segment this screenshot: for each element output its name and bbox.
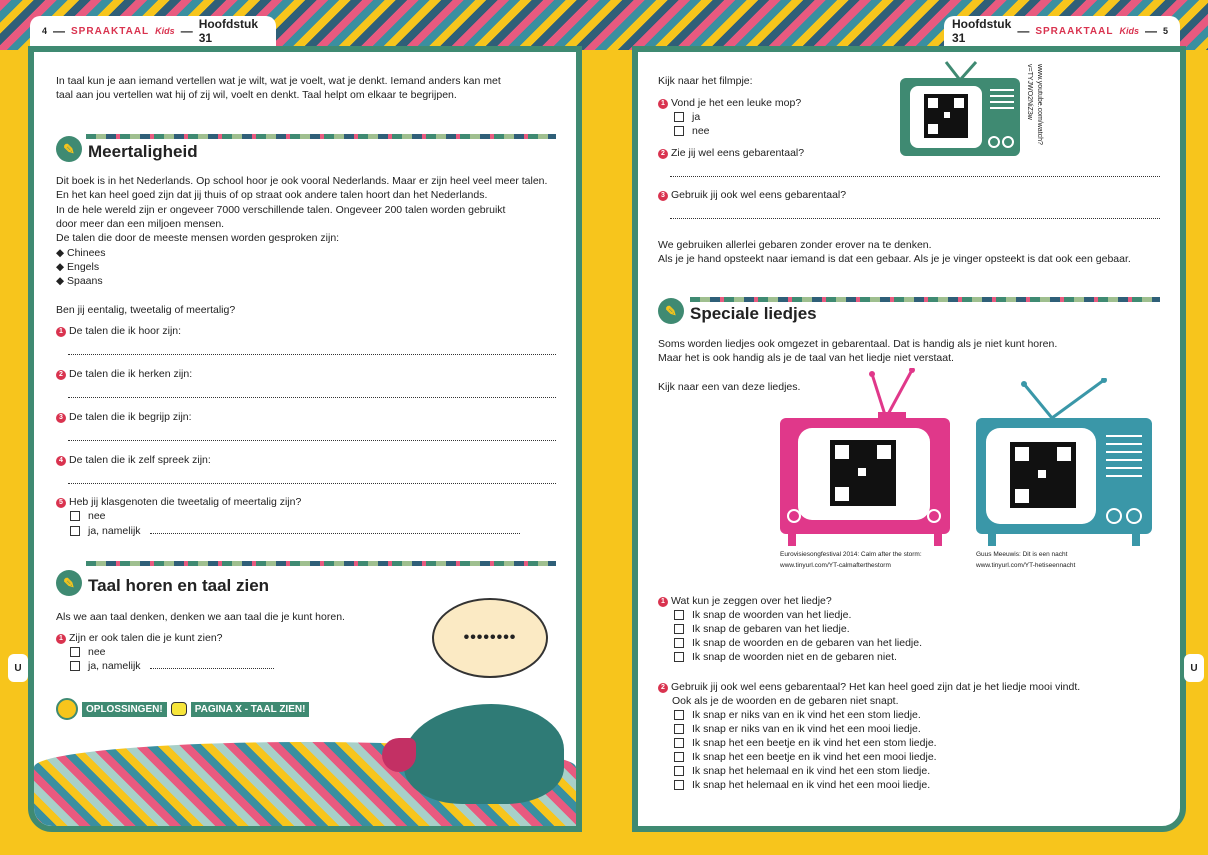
caption-title: Guus Meeuwis: Dit is een nacht — [976, 551, 1068, 558]
side-tab-right[interactable]: U — [1184, 654, 1204, 682]
solutions-label: OPLOSSINGEN! — [82, 702, 167, 717]
question-item: 1 De talen die ik hoor zijn: — [56, 324, 181, 338]
paragraph: En het kan heel goed zijn dat jij thuis of op straat ook andere talen hoort dan het Nederlands. — [56, 189, 488, 201]
checkbox-option[interactable]: Ik snap het helemaal en ik vind het een mooi liedje. — [674, 779, 930, 791]
paragraph: De talen die door de meeste mensen worden gesproken zijn: — [56, 232, 340, 244]
caption-title: Eurovisiesongfestival 2014: Calm after the storm: — [780, 551, 922, 558]
instruction: Kijk naar het filmpje: — [658, 75, 753, 87]
checkbox-option[interactable]: Ik snap de woorden niet en de gebaren niet. — [674, 651, 897, 663]
question-item: 3 De talen die ik begrijp zijn: — [56, 410, 192, 424]
paragraph: In de hele wereld zijn er ongeveer 7000 verschillende talen. Ongeveer 200 talen worden gebruikt door meer dan een miljoen mensen. — [56, 204, 506, 230]
paragraph: Dit boek is in het Nederlands. Op school hoor je ook vooral Nederlands. Maar er zijn heel veel meer talen. — [56, 175, 548, 187]
question-item: 3 Gebruik jij ook wel eens gebarentaal? — [658, 188, 846, 202]
caption-link[interactable]: www.tinyurl.com/YT-calmafterthestorm — [780, 562, 891, 569]
pencil-icon: ✎ — [658, 298, 684, 324]
chapter-title: Hoofdstuk 31 — [198, 17, 259, 45]
tv-qr-calm-after-the-storm[interactable] — [778, 368, 952, 548]
left-header: 4 — SPRAAKTAAL Kids — Hoofdstuk 31 — [30, 16, 276, 46]
checkbox-option[interactable]: Ik snap er niks van en ik vind het een mooi liedje. — [674, 723, 921, 735]
checkbox-ja[interactable]: ja — [674, 111, 700, 123]
list-item: ◆ Spaans — [56, 275, 103, 287]
checkbox-option[interactable]: Ik snap de woorden van het liedje. — [674, 609, 851, 621]
paragraph: Als je je hand opsteekt naar iemand is dat een gebaar. Als je je vinger opsteekt is dat ook een gebaar. — [658, 253, 1131, 265]
checkbox-option[interactable]: Ik snap de woorden en de gebaren van het liedje. — [674, 637, 922, 649]
paragraph: Als we aan taal denken, denken we aan taal die je kunt horen. — [56, 611, 345, 623]
answer-line[interactable] — [150, 668, 274, 669]
question-item: 4 De talen die ik zelf spreek zijn: — [56, 453, 211, 467]
checkbox-ja[interactable]: ja, namelijk — [70, 660, 141, 672]
hedgehog-face — [382, 738, 416, 772]
question-item: 1 Vond je het een leuke mop? — [658, 96, 801, 110]
checkbox-option[interactable]: Ik snap het een beetje en ik vind het een stom liedje. — [674, 737, 937, 749]
solutions-banner[interactable] — [56, 698, 309, 720]
intro-paragraph: In taal kun je aan iemand vertellen wat je wilt, wat je voelt, wat je denkt. Iemand anders kan met taal aan jou vertellen wat hij of zij wil, voelt en denkt. Taal helpt om elkaar te begrijpen. — [56, 75, 501, 101]
tv-qr-dit-is-een-nacht[interactable] — [974, 378, 1154, 548]
checkbox-option[interactable]: Ik snap er niks van en ik vind het een stom liedje. — [674, 709, 921, 721]
answer-line[interactable] — [68, 354, 556, 355]
checkbox-option[interactable]: Ik snap de gebaren van het liedje. — [674, 623, 850, 635]
page-number: 4 — [42, 26, 48, 36]
pencil-icon: ✎ — [56, 570, 82, 596]
checkbox-nee[interactable]: nee — [70, 510, 106, 522]
brand-logo: SPRAAKTAAL — [1035, 25, 1114, 37]
question-item: 1 Wat kun je zeggen over het liedje? — [658, 594, 832, 608]
lightbulb-icon — [56, 698, 78, 720]
section-divider — [690, 297, 1160, 302]
side-tab-left[interactable]: U — [8, 654, 28, 682]
paragraph: Maar het is ook handig als je de taal van het liedje niet verstaat. — [658, 352, 954, 364]
list-item: ◆ Chinees — [56, 247, 106, 259]
paragraph: Kijk naar een van deze liedjes. — [658, 381, 801, 393]
section-title-taal-horen: Taal horen en taal zien — [88, 576, 270, 595]
section-divider — [86, 134, 556, 139]
brand-kids: Kids — [1119, 26, 1139, 36]
chat-icon — [171, 702, 187, 716]
question-item: 1 Zijn er ook talen die je kunt zien? — [56, 631, 223, 645]
answer-line[interactable] — [68, 397, 556, 398]
question-text: Ben jij eentalig, tweetalig of meertalig? — [56, 304, 236, 316]
tv-qr-youtube[interactable] — [898, 60, 1022, 164]
answer-line[interactable] — [150, 533, 520, 534]
section-title-meertaligheid: Meertaligheid — [88, 142, 198, 161]
checkbox-nee[interactable]: nee — [674, 125, 710, 137]
youtube-url[interactable]: www.youtube.com/watch?v=TYJWO2NiZ3w — [1026, 64, 1043, 145]
paragraph: Soms worden liedjes ook omgezet in gebarentaal. Dat is handig als je niet kunt horen. — [658, 338, 1058, 350]
solutions-link[interactable]: PAGINA X - TAAL ZIEN! — [191, 702, 310, 717]
question-continued: Ook als je de woorden en de gebaren niet snapt. — [672, 695, 899, 707]
section-divider — [86, 561, 556, 566]
answer-line[interactable] — [670, 176, 1160, 177]
section-title-speciale-liedjes: Speciale liedjes — [690, 304, 817, 323]
list-item: ◆ Engels — [56, 261, 100, 273]
question-item: 5 Heb jij klasgenoten die tweetalig of meertalig zijn? — [56, 495, 301, 509]
caption-link[interactable]: www.tinyurl.com/YT-hetiseennacht — [976, 562, 1076, 569]
answer-line[interactable] — [670, 218, 1160, 219]
checkbox-option[interactable]: Ik snap het een beetje en ik vind het een mooi liedje. — [674, 751, 937, 763]
checkbox-nee[interactable]: nee — [70, 646, 106, 658]
brand-kids: Kids — [155, 26, 175, 36]
question-item: 2 De talen die ik herken zijn: — [56, 367, 192, 381]
paragraph: We gebruiken allerlei gebaren zonder erover na te denken. — [658, 239, 932, 251]
chapter-title: Hoofdstuk 31 — [951, 17, 1012, 45]
checkbox-ja[interactable]: ja, namelijk — [70, 525, 141, 537]
question-item: 2 Gebruik jij ook wel eens gebarentaal? Het kan heel goed zijn dat je het liedje mooi vindt. — [658, 680, 1158, 694]
brand-logo: SPRAAKTAAL — [71, 25, 150, 37]
answer-line[interactable] — [68, 440, 556, 441]
page-number: 5 — [1162, 26, 1168, 36]
right-header: Hoofdstuk 31 — SPRAAKTAAL Kids — 5 — [944, 16, 1180, 46]
checkbox-option[interactable]: Ik snap het helemaal en ik vind het een stom liedje. — [674, 765, 930, 777]
speech-bubble: •••••••• — [432, 598, 548, 678]
answer-line[interactable] — [68, 483, 556, 484]
pencil-icon: ✎ — [56, 136, 82, 162]
question-item: 2 Zie jij wel eens gebarentaal? — [658, 146, 804, 160]
